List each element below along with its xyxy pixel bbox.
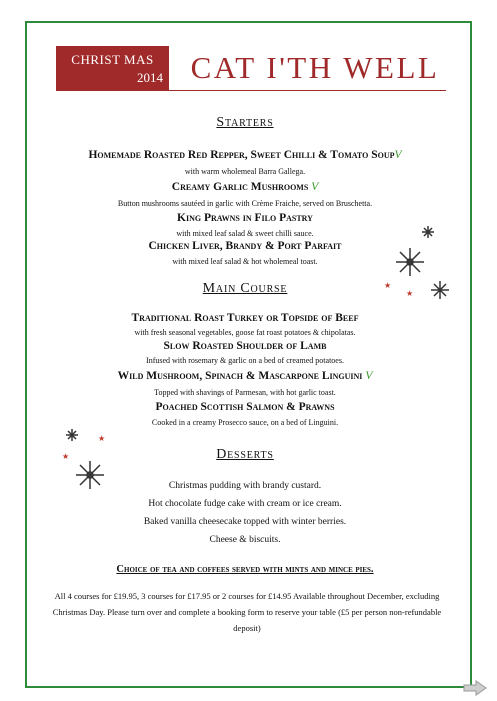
footer-line: Christmas Day. Please turn over and complete a booking form to reserve your table (£5 per person non-refundable: [52, 607, 442, 617]
dessert-item: Christmas pudding with brandy custard.: [168, 481, 322, 491]
vegetarian-badge: V: [311, 181, 319, 193]
svg-text:★: ★: [98, 434, 106, 443]
footer-line: deposit): [233, 623, 261, 633]
pricing-footer: [42, 588, 452, 636]
svg-text:★: ★: [384, 281, 392, 290]
menu-item-soup: [40, 149, 450, 161]
vegetarian-badge: V: [394, 149, 402, 161]
menu-item-description: with fresh seasonal vegetables, goose fat roast potatoes & chipolatas.: [134, 328, 356, 337]
dessert-item: Baked vanilla cheesecake topped with winter berries.: [143, 517, 347, 527]
svg-text:★: ★: [62, 452, 70, 461]
section-heading-desserts: Desserts: [216, 447, 274, 462]
header-divider: [56, 90, 446, 91]
next-page-arrow-icon[interactable]: [462, 680, 488, 696]
menu-item-description: with warm wholemeal Barra Gallega.: [184, 167, 306, 176]
menu-item-name: Chicken Liver, Brandy & Port Parfait: [148, 240, 342, 252]
footer-line: All 4 courses for £19.95, 3 courses for £17.95 or 2 courses for £14.95 Available throughout December, excluding: [54, 591, 440, 601]
menu-item-description: with mixed leaf salad & sweet chilli sauce.: [176, 229, 314, 238]
snowflake-icon: [58, 425, 128, 510]
menu-item-name: King Prawns in Filo Pastry: [177, 212, 313, 224]
snowflake-icon: [380, 220, 460, 310]
menu-item-name: Slow Roasted Shoulder of Lamb: [163, 340, 327, 352]
dessert-item: Hot chocolate fudge cake with cream or ice cream.: [148, 499, 342, 509]
menu-item-description: Cooked in a creamy Prosecco sauce, on a bed of Linguini.: [151, 418, 339, 427]
menu-item-linguini: [40, 370, 450, 382]
restaurant-name: CAT I'TH WELL: [190, 50, 440, 85]
season-line2: 2014: [137, 70, 163, 85]
menu-item-name: Creamy Garlic Mushrooms: [171, 181, 309, 193]
section-heading-main-course: Main Course: [202, 281, 288, 296]
section-heading-starters: Starters: [216, 115, 274, 130]
vegetarian-badge: V: [365, 370, 373, 382]
menu-item-name: Wild Mushroom, Spinach & Mascarpone Linguini: [117, 370, 363, 382]
menu-item-roast: [40, 312, 450, 324]
menu-item-name: Poached Scottish Salmon & Prawns: [155, 401, 335, 413]
drinks-note: Choice of tea and coffees served with mints and mince pies.: [116, 564, 374, 575]
menu-item-description: Button mushrooms sautéed in garlic with Crème Fraiche, served on Bruschetta.: [117, 199, 373, 208]
dessert-item: Cheese & biscuits.: [209, 535, 281, 545]
menu-item-name: Homemade Roasted Red Repper, Sweet Chilli & Tomato Soup: [88, 149, 395, 161]
menu-item-name: Traditional Roast Turkey or Topside of Beef: [131, 312, 359, 324]
menu-item-description: Infused with rosemary & garlic on a bed of creamed potatoes.: [146, 356, 344, 365]
menu-item-lamb: [40, 340, 450, 352]
season-badge: [56, 46, 169, 90]
menu-item-mushrooms: [40, 181, 450, 193]
season-line1: CHRIST MAS: [71, 52, 154, 67]
menu-item-description: with mixed leaf salad & hot wholemeal toast.: [172, 257, 318, 266]
menu-item-description: Topped with shavings of Parmesan, with hot garlic toast.: [154, 388, 336, 397]
svg-text:★: ★: [406, 289, 414, 298]
menu-item-salmon: [40, 401, 450, 413]
